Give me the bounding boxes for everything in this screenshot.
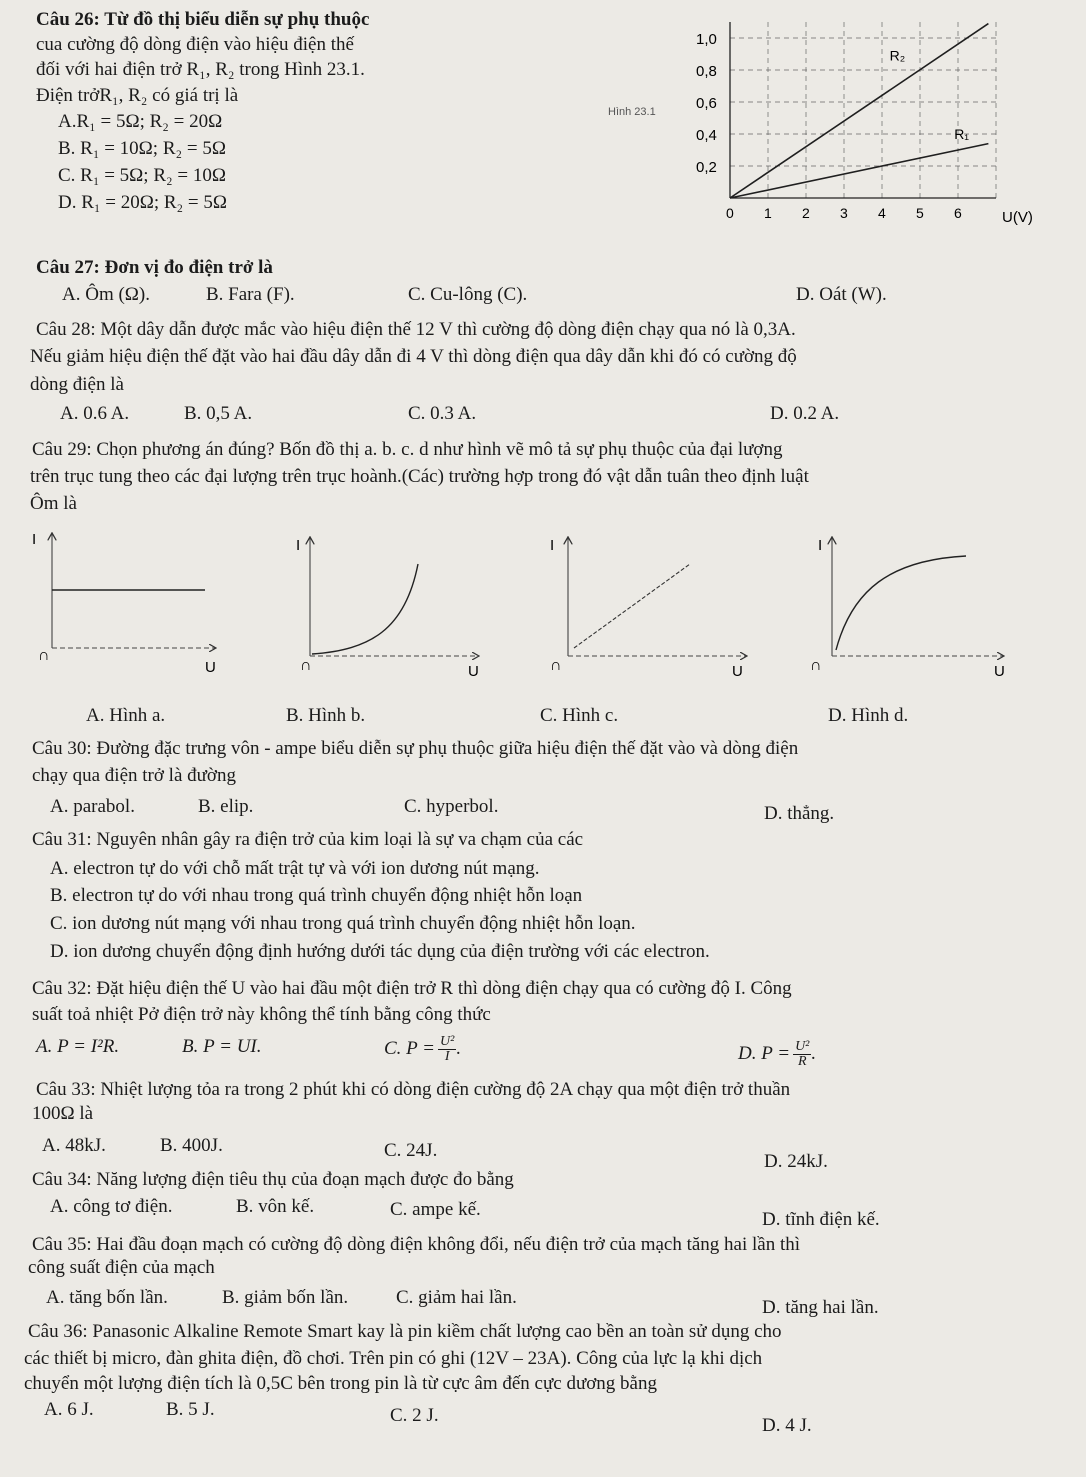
question-26-line-2: cua cường độ dòng điện vào hiệu điện thế xyxy=(36,34,354,55)
y-tick-label: 0,8 xyxy=(696,63,717,80)
question-30-option-c: C. hyperbol. xyxy=(404,796,499,817)
question-29-option-c: C. Hình c. xyxy=(540,705,619,726)
figure-caption: Hình 23.1 xyxy=(608,106,656,118)
graph-c-origin: ∩ xyxy=(550,657,562,674)
question-33-option-b: B. 400J. xyxy=(160,1135,223,1156)
question-34-option-c: C. ampe kế. xyxy=(390,1199,481,1220)
question-27-option-b: B. Fara (F). xyxy=(206,284,295,305)
graph-b-y-label: I xyxy=(296,537,301,554)
series-line-1 xyxy=(730,24,988,198)
question-36-option-d: D. 4 J. xyxy=(762,1415,812,1436)
graph-d-origin: ∩ xyxy=(810,657,822,674)
question-30-option-b: B. elip. xyxy=(198,796,254,817)
graph-a-origin: ∩ xyxy=(38,647,50,664)
question-28-line-1: Câu 28: Một dây dẫn được mắc vào hiệu điện thế 12 V thì cường độ dòng điện chạy qua nó là 0,3A. xyxy=(36,319,796,340)
question-30-line-1: Câu 30: Đường đặc trưng vôn - ampe biểu diễn sự phụ thuộc giữa hiệu điện thế đặt vào và dòng điện xyxy=(32,738,799,759)
question-29-option-a: A. Hình a. xyxy=(86,705,166,726)
graph-c-x-label: U xyxy=(732,663,743,680)
graph-a-x-label: U xyxy=(205,659,216,676)
question-35-line-2: công suất điện của mạch xyxy=(28,1257,215,1278)
question-26-line-3: đối với hai điện trở R₁, R₂ trong Hình 23.1. xyxy=(36,59,365,80)
x-tick-label: 4 xyxy=(878,205,886,221)
question-32-line-1: Câu 32: Đặt hiệu điện thế U vào hai đầu một điện trở R thì dòng điện chạy qua có cường độ I. Công xyxy=(32,978,792,999)
x-axis-label: U(V) xyxy=(1002,209,1033,226)
question-30-option-a: A. parabol. xyxy=(50,796,135,817)
question-29-line-1: Câu 29: Chọn phương án đúng? Bốn đồ thị a. b. c. d như hình vẽ mô tả sự phụ thuộc của đại lượng xyxy=(32,439,783,460)
question-28-line-3: dòng điện là xyxy=(30,374,124,395)
question-28-line-2: Nếu giảm hiệu điện thế đặt vào hai đầu dây dẫn đi 4 V thì dòng điện qua dây dẫn khi đó có cường độ xyxy=(30,346,797,367)
graph-b-origin: ∩ xyxy=(300,657,312,674)
y-tick-label: 0,6 xyxy=(696,95,717,112)
question-35-line-1: Câu 35: Hai đầu đoạn mạch có cường độ dòng điện không đổi, nếu điện trở của mạch tăng hai lần thì xyxy=(32,1234,801,1255)
question-26-option-d: D. R₁ = 20Ω; R₂ = 5Ω xyxy=(58,192,228,213)
graph-a-y-label: I xyxy=(32,531,37,548)
question-26-option-c: C. R₁ = 5Ω; R₂ = 10Ω xyxy=(58,165,226,186)
question-30-line-2: chạy qua điện trở là đường xyxy=(32,765,236,786)
question-26-option-a: A.R₁ = 5Ω; R₂ = 20Ω xyxy=(58,111,223,132)
question-31-option-c: C. ion dương nút mạng với nhau trong quá trình chuyển động nhiệt hỗn loạn. xyxy=(50,913,636,934)
question-36-line-3: chuyển một lượng điện tích là 0,5C bên trong pin là từ cực âm đến cực dương bằng xyxy=(24,1373,657,1394)
question-33-option-c: C. 24J. xyxy=(384,1140,438,1161)
question-32-fraction-c: $\frac{\text{U²}}{I}$ xyxy=(440,1034,455,1064)
series-line-2 xyxy=(730,144,988,198)
y-tick-label: 0,4 xyxy=(696,127,717,144)
question-27-stem: Câu 27: Đơn vị đo điện trở là xyxy=(36,257,273,278)
question-27-option-c: C. Cu-lông (C). xyxy=(408,284,528,305)
question-31-option-b: B. electron tự do với nhau trong quá trình chuyển động nhiệt hỗn loạn xyxy=(50,885,583,906)
graph-b xyxy=(296,537,479,680)
question-36-line-2: các thiết bị micro, đàn ghita điện, đồ chơi. Trên pin có ghi (12V – 23A). Công của lực lạ khi dịch xyxy=(24,1348,763,1369)
question-34-option-b: B. vôn kế. xyxy=(236,1196,315,1217)
question-31-stem: Câu 31: Nguyên nhân gây ra điện trở của kim loại là sự va chạm của các xyxy=(32,829,584,850)
question-33-line-1: Câu 33: Nhiệt lượng tỏa ra trong 2 phút khi có dòng điện cường độ 2A chạy qua một điện trở thuần xyxy=(36,1079,791,1100)
question-35-option-b: B. giảm bốn lần. xyxy=(222,1287,349,1308)
question-27-option-a: A. Ôm (Ω). xyxy=(62,284,150,305)
question-29-option-d: D. Hình d. xyxy=(828,705,909,726)
graph-set xyxy=(0,520,1086,700)
y-tick-label: 1,0 xyxy=(696,31,717,48)
question-29-option-b: B. Hình b. xyxy=(286,705,366,726)
x-tick-label: 3 xyxy=(840,205,848,221)
question-34-stem: Câu 34: Năng lượng điện tiêu thụ của đoạn mạch được đo bằng xyxy=(32,1169,514,1190)
question-28-option-c: C. 0.3 A. xyxy=(408,403,477,424)
question-36-option-a: A. 6 J. xyxy=(44,1399,94,1420)
question-30-option-d: D. thẳng. xyxy=(764,803,835,824)
question-32-fraction-d: $\frac{\text{U²}}{R}$ xyxy=(795,1039,810,1069)
question-27-option-d: D. Oát (W). xyxy=(796,284,887,305)
question-28-option-b: B. 0,5 A. xyxy=(184,403,253,424)
question-32-option-b: B. P = UI. xyxy=(182,1036,262,1057)
question-35-option-d: D. tăng hai lần. xyxy=(762,1297,879,1318)
x-tick-label: 0 xyxy=(726,205,734,221)
question-32-option-c: C. P = $\frac{\text{U²}}{I}$ . xyxy=(384,1034,462,1064)
question-36-option-b: B. 5 J. xyxy=(166,1399,215,1420)
question-32-option-a: A. P = I²R. xyxy=(36,1036,120,1057)
question-26-option-b: B. R₁ = 10Ω; R₂ = 5Ω xyxy=(58,138,226,159)
graph-a xyxy=(32,531,216,676)
question-28-option-a: A. 0.6 A. xyxy=(60,403,130,424)
y-tick-label: 0,2 xyxy=(696,159,717,176)
question-29-line-3: Ôm là xyxy=(30,493,77,514)
series-label: R₂ xyxy=(889,47,906,64)
question-28-option-d: D. 0.2 A. xyxy=(770,403,840,424)
question-26-line-4: Điện trởR₁, R₂ có giá trị là xyxy=(36,85,239,106)
question-29-line-2: trên trục tung theo các đại lượng trên trục hoành.(Các) trường hợp trong đó vật dẫn tuân theo định luật xyxy=(30,466,809,487)
iu-chart xyxy=(598,10,1038,240)
question-33-option-a: A. 48kJ. xyxy=(42,1135,106,1156)
question-36-option-c: C. 2 J. xyxy=(390,1405,439,1426)
x-tick-label: 2 xyxy=(802,205,810,221)
x-tick-label: 1 xyxy=(764,205,772,221)
question-32-option-d: D. P = $\frac{\text{U²}}{R}$ . xyxy=(738,1039,817,1069)
graph-b-x-label: U xyxy=(468,663,479,680)
question-35-option-c: C. giảm hai lần. xyxy=(396,1287,517,1308)
question-36-line-1: Câu 36: Panasonic Alkaline Remote Smart kay là pin kiềm chất lượng cao bền an toàn sử dụng cho xyxy=(28,1321,782,1342)
x-tick-label: 6 xyxy=(954,205,962,221)
question-31-option-d: D. ion dương chuyển động định hướng dưới tác dụng của điện trường với các electron. xyxy=(50,941,710,962)
question-34-option-d: D. tĩnh điện kế. xyxy=(762,1209,880,1230)
question-31-option-a: A. electron tự do với chỗ mất trật tự và với ion dương nút mạng. xyxy=(50,858,540,879)
question-35-option-a: A. tăng bốn lần. xyxy=(46,1287,168,1308)
series-label: R₁ xyxy=(954,125,970,142)
x-tick-label: 5 xyxy=(916,205,924,221)
question-33-line-2: 100Ω là xyxy=(32,1103,94,1124)
graph-c xyxy=(550,537,746,680)
question-33-option-d: D. 24kJ. xyxy=(764,1151,828,1172)
question-26-line-1: Câu 26: Từ đồ thị biểu diễn sự phụ thuộc xyxy=(36,9,370,30)
graph-c-y-label: I xyxy=(550,537,555,554)
question-34-option-a: A. công tơ điện. xyxy=(50,1196,173,1217)
graph-d xyxy=(810,537,1005,680)
graph-d-y-label: I xyxy=(818,537,823,554)
graph-d-x-label: U xyxy=(994,663,1005,680)
question-32-line-2: suất toả nhiệt Pở điện trở này không thể tính bằng công thức xyxy=(32,1004,491,1025)
